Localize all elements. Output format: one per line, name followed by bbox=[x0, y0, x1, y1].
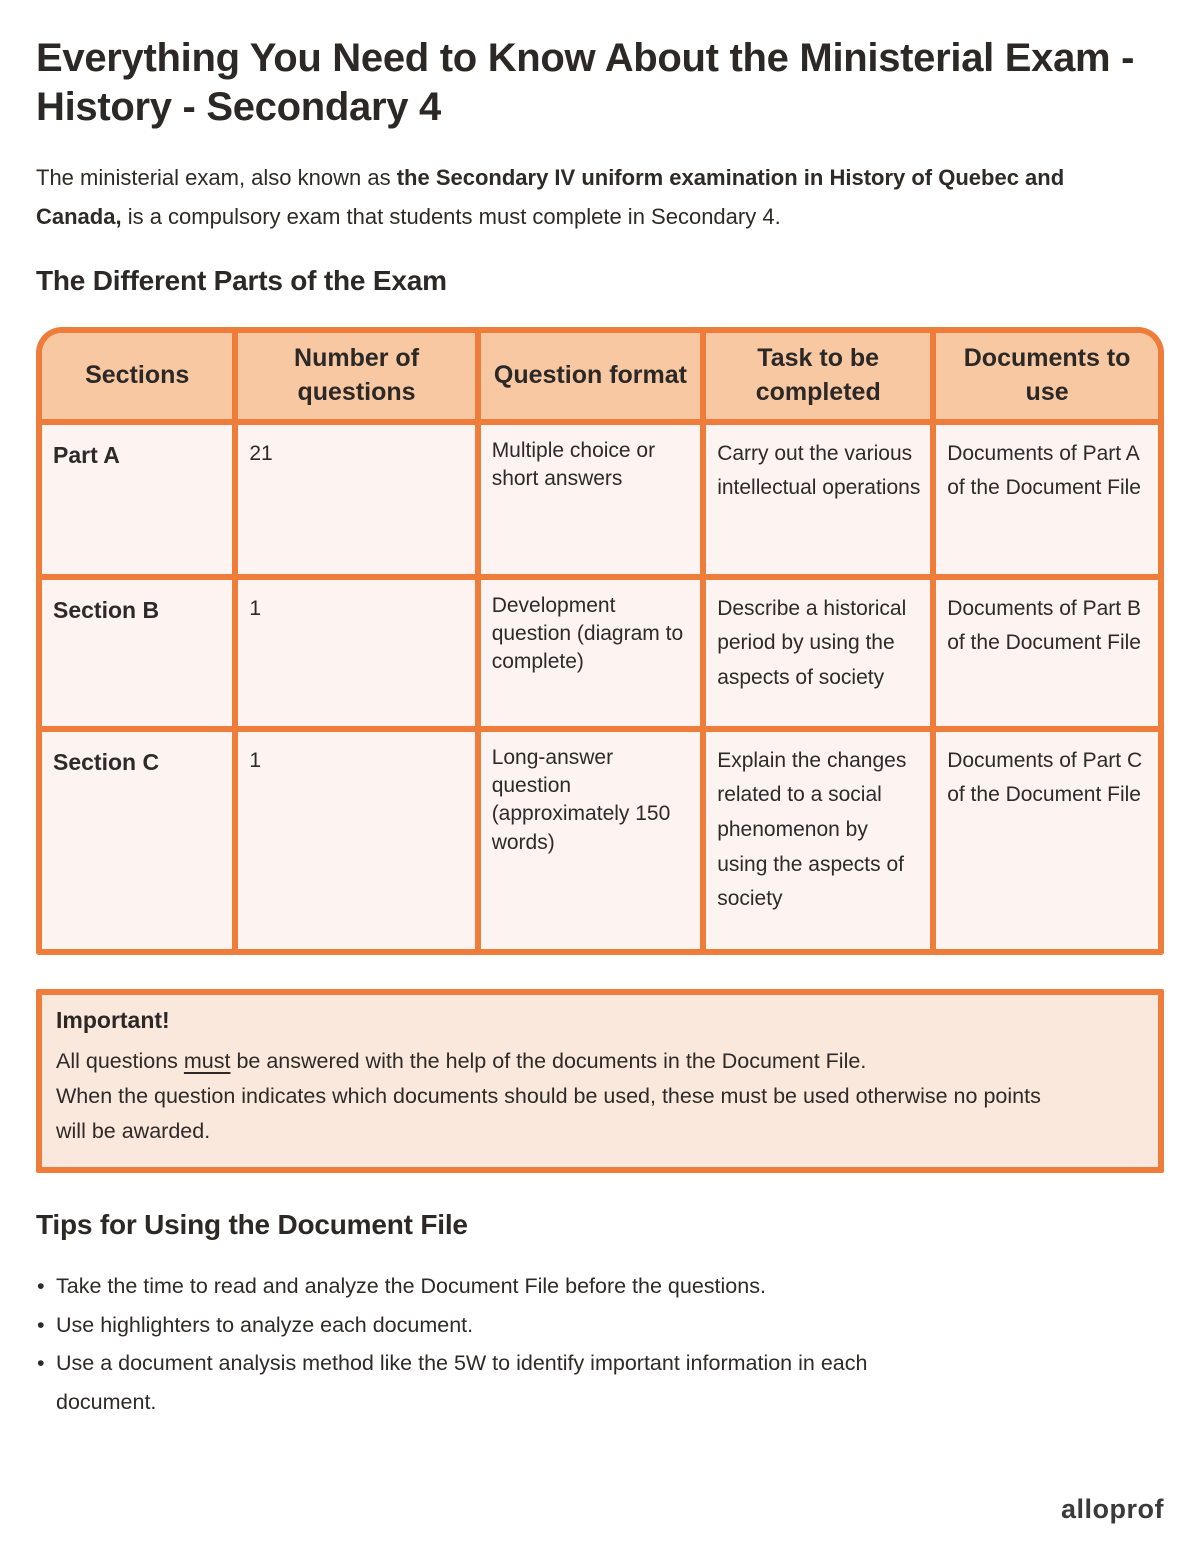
important-callout-title: Important! bbox=[56, 1006, 170, 1033]
exam-parts-table bbox=[36, 327, 1164, 955]
tips-list bbox=[36, 1267, 916, 1422]
column-header-sections: Sections bbox=[39, 330, 235, 422]
page-title: Everything You Need to Know About the Ministerial Exam - History - Secondary 4 bbox=[36, 36, 1135, 129]
cell-documents: Documents of Part C of the Document File bbox=[933, 729, 1161, 952]
cell-task: Explain the changes related to a social phenomenon by using the aspects of society bbox=[703, 729, 933, 952]
table-row bbox=[39, 577, 1161, 729]
intro-text-suffix: is a compulsory exam that students must complete in Secondary 4. bbox=[121, 204, 781, 230]
important-callout bbox=[36, 989, 1164, 1173]
column-header-question-format: Question format bbox=[478, 330, 704, 422]
cell-num-questions: 21 bbox=[235, 422, 477, 577]
column-header-number-of-questions: Number of questions bbox=[235, 330, 477, 422]
list-item: • Use a document analysis method like the 5W to identify important information in each document. bbox=[36, 1344, 916, 1421]
table-header-row bbox=[39, 330, 1161, 422]
alloprof-logo: alloprof bbox=[1061, 1494, 1164, 1524]
intro-text-bold: the Secondary IV uniform examination in History of Quebec and Canada, bbox=[36, 164, 1065, 230]
tips-section-heading: Tips for Using the Document File bbox=[36, 1208, 468, 1240]
table-row bbox=[39, 729, 1161, 952]
exam-parts-table-frame bbox=[36, 327, 1164, 955]
cell-documents: Documents of Part A of the Document File bbox=[933, 422, 1161, 577]
cell-num-questions: 1 bbox=[235, 577, 477, 729]
cell-section-name: Section B bbox=[39, 577, 235, 729]
column-header-documents: Documents to use bbox=[933, 330, 1161, 422]
list-item: • Take the time to read and analyze the Document File before the questions. bbox=[36, 1267, 916, 1306]
cell-question-format: Development question (diagram to complete) bbox=[478, 577, 704, 729]
important-line1-suffix: be answered with the help of the documents in the Document File. bbox=[230, 1048, 867, 1073]
cell-section-name: Section C bbox=[39, 729, 235, 952]
intro-paragraph bbox=[36, 158, 1126, 237]
column-header-task: Task to be completed bbox=[703, 330, 933, 422]
cell-question-format: Multiple choice or short answers bbox=[478, 422, 704, 577]
list-item: • Use highlighters to analyze each document. bbox=[36, 1306, 916, 1345]
important-callout-line1 bbox=[56, 1044, 1046, 1079]
cell-task: Describe a historical period by using the aspects of society bbox=[703, 577, 933, 729]
cell-question-format: Long-answer question (approximately 150 words) bbox=[478, 729, 704, 952]
cell-documents: Documents of Part B of the Document File bbox=[933, 577, 1161, 729]
important-callout-line2: When the question indicates which documents should be used, these must be used otherwise no points will be awarded. bbox=[56, 1083, 1041, 1143]
important-line1-underlined-word: must bbox=[183, 1048, 231, 1073]
cell-num-questions: 1 bbox=[235, 729, 477, 952]
important-line1-prefix: All questions bbox=[56, 1048, 184, 1073]
intro-text-prefix: The ministerial exam, also known as bbox=[36, 164, 397, 190]
parts-section-heading: The Different Parts of the Exam bbox=[36, 264, 447, 296]
cell-task: Carry out the various intellectual operations bbox=[703, 422, 933, 577]
page-footer bbox=[1061, 1494, 1164, 1525]
table-row bbox=[39, 422, 1161, 577]
cell-section-name: Part A bbox=[39, 422, 235, 577]
